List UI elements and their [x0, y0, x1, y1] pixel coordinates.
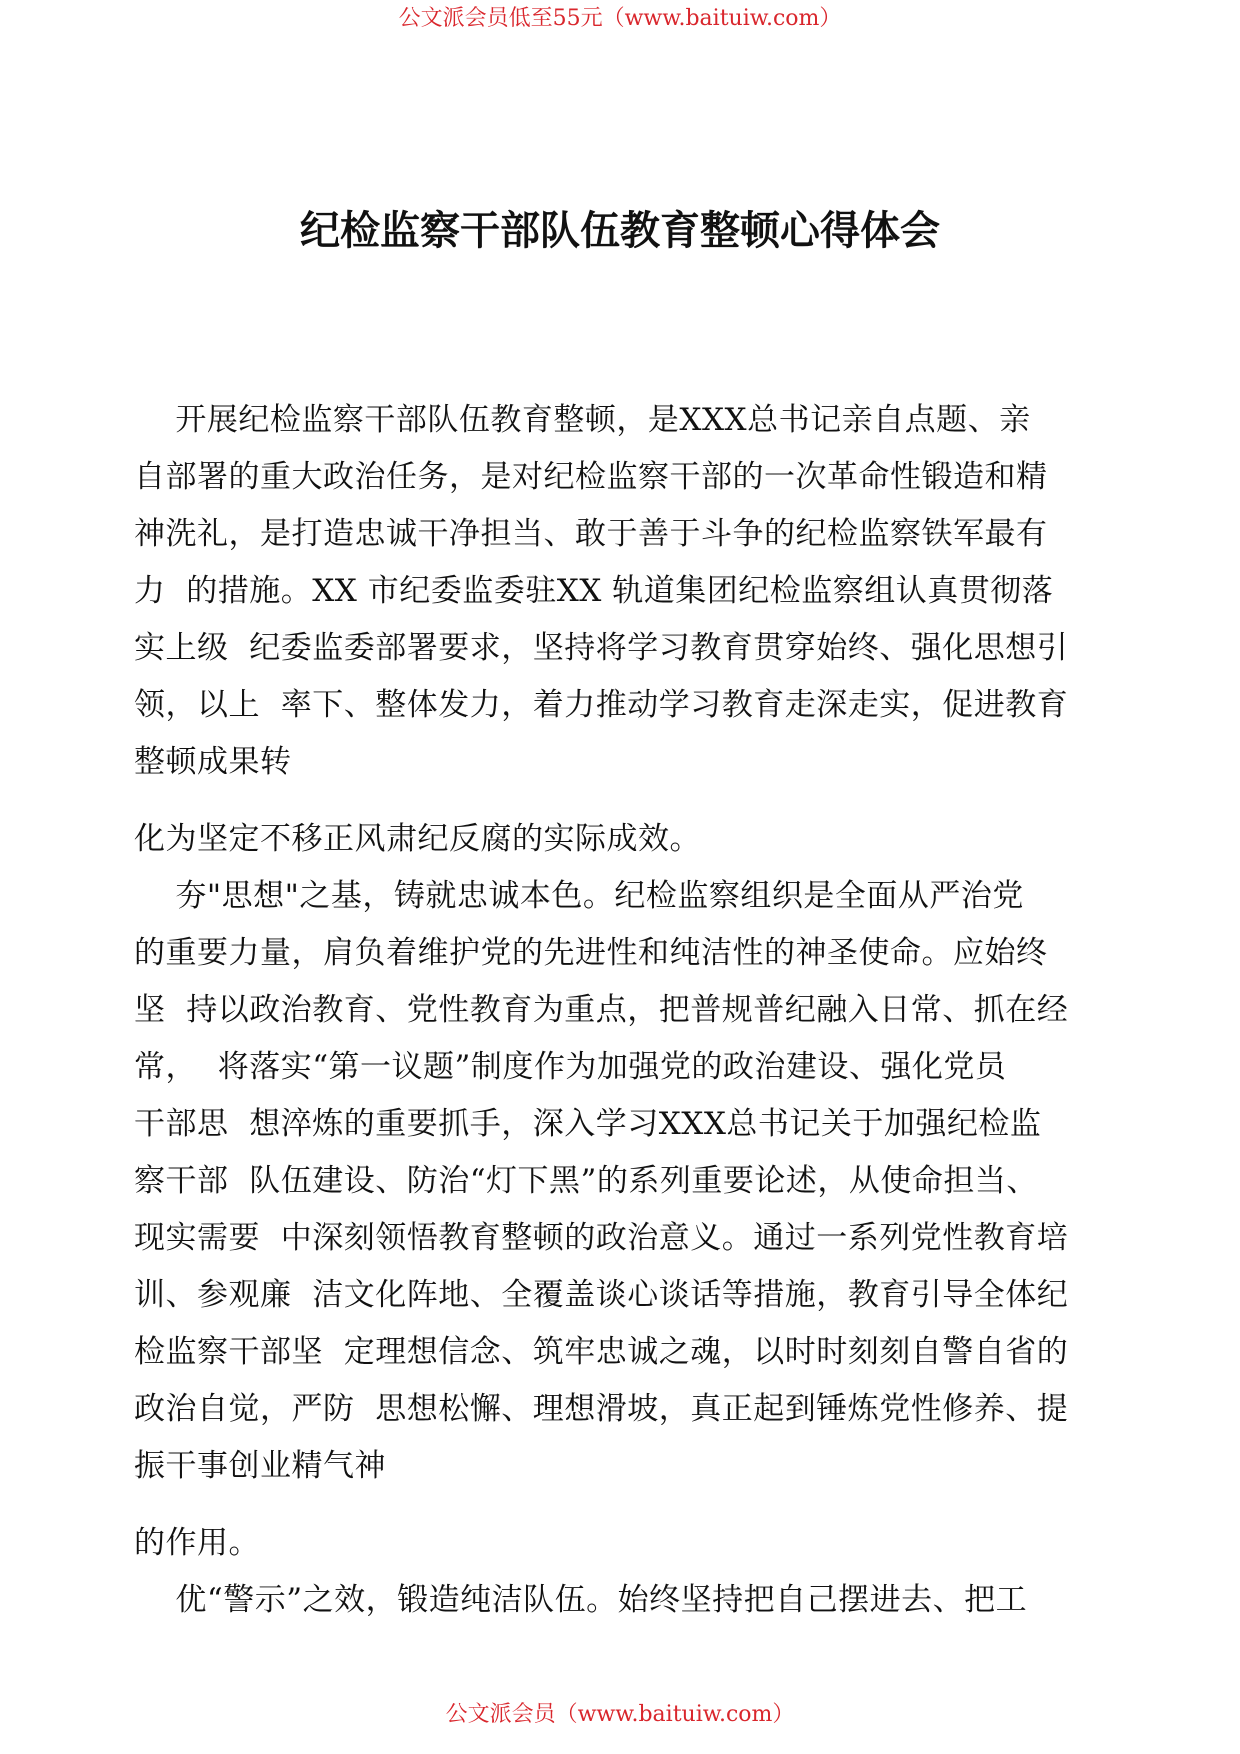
text-line: 现实需要 中深刻领悟教育整顿的政治意义。通过一系列党性教育培 [134, 1220, 1069, 1256]
text-line: 夯"思想"之基，铸就忠诚本色。纪检监察组织是全面从严治党 [134, 878, 1024, 914]
text-line: 常， 将落实“第一议题”制度作为加强党的政治建设、强化党员 [134, 1049, 1007, 1085]
text-line: 整顿成果转 [134, 744, 292, 780]
text-line: 政治自觉，严防 思想松懈、理想滑坡，真正起到锤炼党性修养、提 [134, 1391, 1069, 1427]
text-line: 神洗礼，是打造忠诚干净担当、敢于善于斗争的纪检监察铁军最有 [134, 516, 1048, 552]
footer-watermark-banner: 公文派会员（www.baituiw.com） [445, 1702, 795, 1727]
text-line: 的作用。 [134, 1525, 260, 1561]
header-watermark-banner: 公文派会员低至55元（www.baituiw.com） [398, 6, 842, 31]
paragraph-1 [134, 392, 1114, 791]
paragraph-4 [134, 1515, 1114, 1572]
text-line: 实上级 纪委监委部署要求，坚持将学习教育贯穿始终、强化思想引 [134, 630, 1069, 666]
text-line: 自部署的重大政治任务，是对纪检监察干部的一次革命性锻造和精 [134, 459, 1048, 495]
paragraph-5 [134, 1572, 1114, 1629]
text-line: 化为坚定不移正风肃纪反腐的实际成效。 [134, 821, 701, 857]
paragraph-2 [134, 811, 1114, 868]
text-line: 检监察干部坚 定理想信念、筑牢忠诚之魂，以时时刻刻自警自省的 [134, 1334, 1069, 1370]
text-line: 坚 持以政治教育、党性教育为重点，把普规普纪融入日常、抓在经 [134, 992, 1069, 1028]
text-line: 优“警示”之效，锻造纯洁队伍。始终坚持把自己摆进去、把工 [134, 1582, 1028, 1618]
document-title: 纪检监察干部队伍教育整顿心得体会 [300, 208, 940, 254]
document-body [134, 392, 1114, 1629]
text-line: 的重要力量，肩负着维护党的先进性和纯洁性的神圣使命。应始终 [134, 935, 1048, 971]
text-line: 力 的措施。XX 市纪委监委驻XX 轨道集团纪检监察组认真贯彻落 [134, 573, 1054, 609]
text-line: 干部思 想淬炼的重要抓手，深入学习XXX总书记关于加强纪检监 [134, 1106, 1042, 1142]
text-line: 训、参观廉 洁文化阵地、全覆盖谈心谈话等措施，教育引导全体纪 [134, 1277, 1069, 1313]
paragraph-3 [134, 868, 1114, 1495]
text-line: 振干事创业精气神 [134, 1448, 386, 1484]
text-line: 开展纪检监察干部队伍教育整顿，是XXX总书记亲自点题、亲 [134, 402, 1031, 438]
text-line: 察干部 队伍建设、防治“灯下黑”的系列重要论述，从使命担当、 [134, 1163, 1038, 1199]
text-line: 领，以上 率下、整体发力，着力推动学习教育走深走实，促进教育 [134, 687, 1069, 723]
